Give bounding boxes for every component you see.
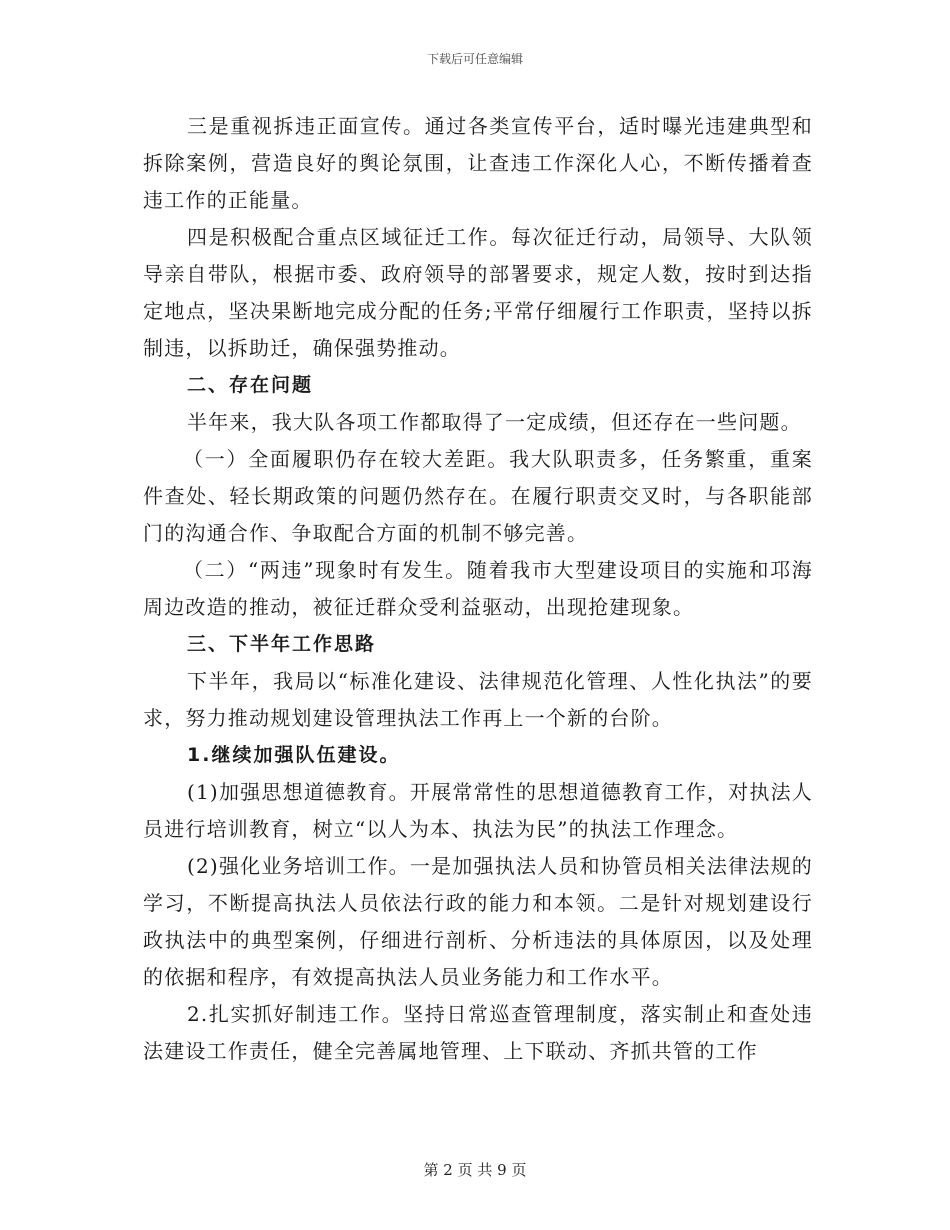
page-number: 第 2 页 共 9 页 xyxy=(423,1161,527,1179)
paragraph-plan-intro: 下半年，我局以“标准化建设、法律规范化管理、人性化执法”的要求，努力推动规划建设管理执法工作再上一个新的台阶。 xyxy=(143,669,813,730)
paragraph-relocation: 四是积极配合重点区域征迁工作。每次征迁行动，局领导、大队领导亲自带队，根据市委、政府领导的部署要求，规定人数，按时到达指定地点，坚决果断地完成分配的任务;平常仔细履行工作职责，坚持以拆制违，以拆助迁，确保强势推动。 xyxy=(143,225,813,360)
subheading-team-building: 1.继续加强队伍建设。 xyxy=(187,744,401,766)
document-body xyxy=(143,108,813,1070)
page-header: 下载后可任意编辑 xyxy=(426,52,523,66)
section-heading-plan: 三、下半年工作思路 xyxy=(187,633,377,655)
paragraph-publicity: 三是重视拆违正面宣传。通过各类宣传平台，适时曝光违建典型和拆除案例，营造良好的舆论氛围，让查违工作深化人心，不断传播着查违工作的正能量。 xyxy=(143,114,813,212)
paragraph-ethics-education: (1)加强思想道德教育。开展常常性的思想道德教育工作，对执法人员进行培训教育，树立“以人为本、执法为民”的执法工作理念。 xyxy=(143,780,813,841)
paragraph-enforcement: 2.扎实抓好制违工作。坚持日常巡查管理制度，落实制止和查处违法建设工作责任，健全完善属地管理、上下联动、齐抓共管的工作 xyxy=(143,1002,813,1063)
paragraph-problem-2: （二）“两违”现象时有发生。随着我市大型建设项目的实施和邛海周边改造的推动，被征迁群众受利益驱动，出现抢建现象。 xyxy=(143,558,813,619)
section-heading-problems: 二、存在问题 xyxy=(187,374,314,396)
paragraph-problems-intro: 半年来，我大队各项工作都取得了一定成绩，但还存在一些问题。 xyxy=(187,410,802,434)
paragraph-training: (2)强化业务培训工作。一是加强执法人员和协管员相关法律法规的学习，不断提高执法人员依法行政的能力和本领。二是针对规划建设行政执法中的典型案例，仔细进行剖析、分析违法的具体原因，以及处理的依据和程序，有效提高执法人员业务能力和工作水平。 xyxy=(143,854,813,989)
paragraph-problem-1: （一）全面履职仍存在较大差距。我大队职责多，任务繁重，重案件查处、轻长期政策的问题仍然存在。在履行职责交叉时，与各职能部门的沟通合作、争取配合方面的机制不够完善。 xyxy=(143,447,813,545)
